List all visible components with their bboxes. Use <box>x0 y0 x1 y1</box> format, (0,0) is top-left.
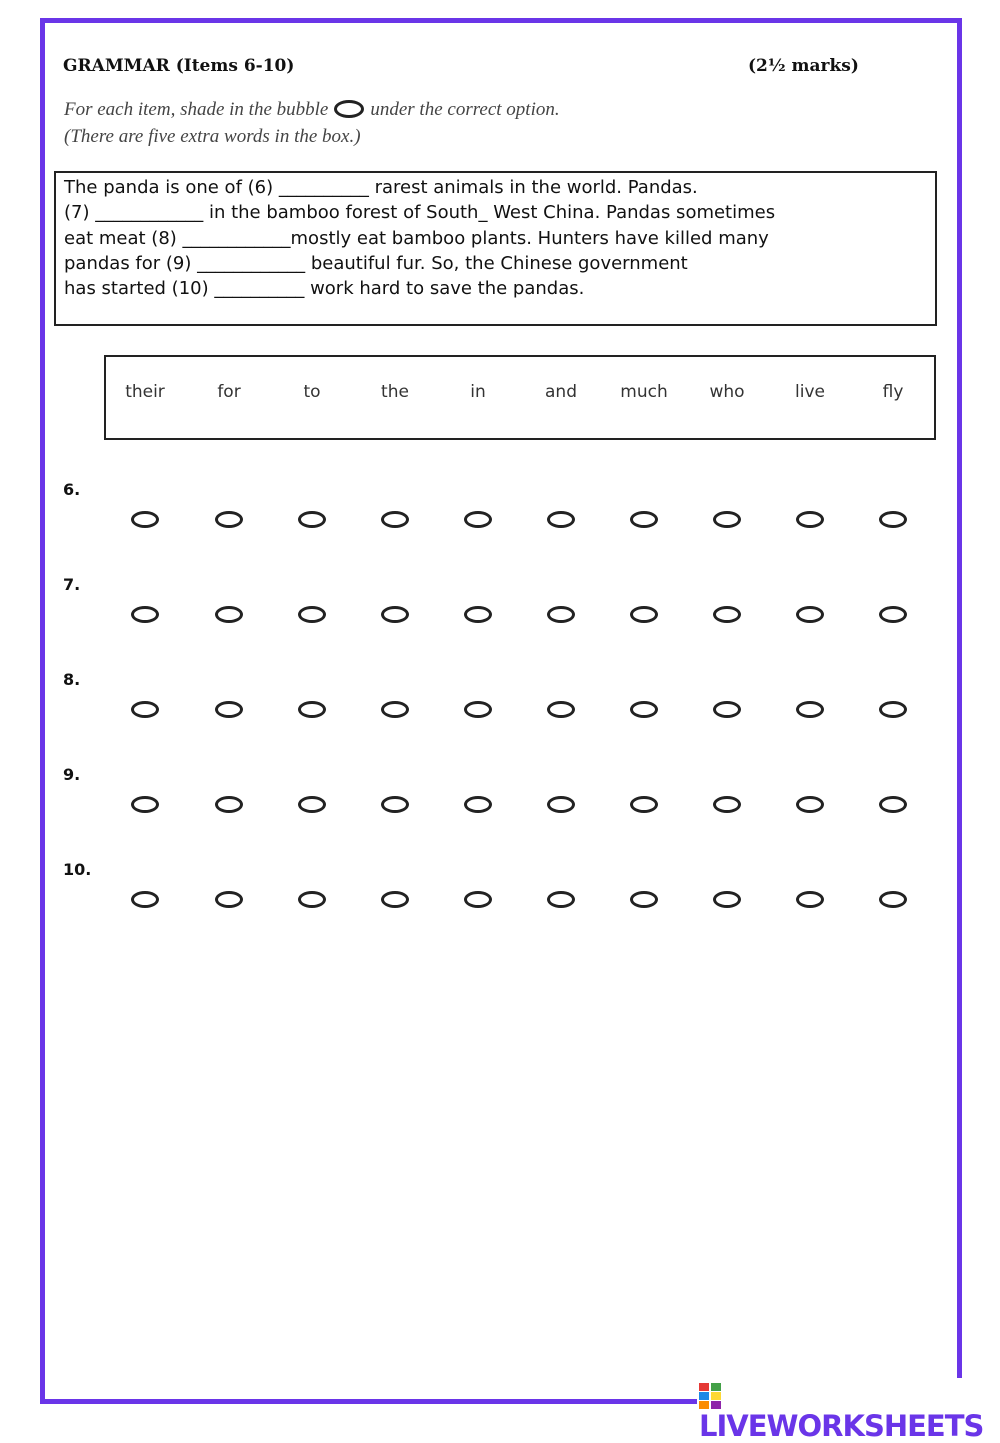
word-option-their: their <box>125 382 165 402</box>
word-option-for: for <box>217 382 241 402</box>
answer-bubble-in[interactable] <box>464 511 492 528</box>
answer-bubble-and[interactable] <box>547 796 575 813</box>
answer-bubble-much[interactable] <box>630 796 658 813</box>
answer-bubble-live[interactable] <box>796 511 824 528</box>
answer-bubble-the[interactable] <box>381 701 409 718</box>
answer-bubble-who[interactable] <box>713 891 741 908</box>
answer-bubble-the[interactable] <box>381 796 409 813</box>
item-number: 7. <box>63 575 81 594</box>
passage-line: pandas for (9) ____________ beautiful fur. So, the Chinese government <box>64 252 688 274</box>
word-option-who: who <box>709 382 745 402</box>
word-option-and: and <box>545 382 577 402</box>
answer-bubble-in[interactable] <box>464 891 492 908</box>
instruction-line-1 <box>64 99 560 122</box>
item-number: 6. <box>63 480 81 499</box>
answer-bubble-much[interactable] <box>630 511 658 528</box>
answer-bubble-the[interactable] <box>381 891 409 908</box>
word-option-the: the <box>381 382 409 402</box>
answer-bubble-their[interactable] <box>131 606 159 623</box>
word-option-to: to <box>303 382 321 402</box>
answer-bubble-their[interactable] <box>131 796 159 813</box>
answer-bubble-much[interactable] <box>630 891 658 908</box>
answer-bubble-fly[interactable] <box>879 891 907 908</box>
answer-bubble-fly[interactable] <box>879 796 907 813</box>
answer-bubble-to[interactable] <box>298 511 326 528</box>
answer-bubble-their[interactable] <box>131 511 159 528</box>
passage-line: eat meat (8) ____________mostly eat bamboo plants. Hunters have killed many <box>64 227 769 249</box>
passage-line: has started (10) __________ work hard to save the pandas. <box>64 278 585 300</box>
answer-bubble-live[interactable] <box>796 891 824 908</box>
passage-line: The panda is one of (6) __________ rarest animals in the world. Pandas. <box>64 177 698 198</box>
passage-box <box>54 171 937 326</box>
instruction-line-2: (There are five extra words in the box.) <box>64 126 361 147</box>
answer-bubble-and[interactable] <box>547 511 575 528</box>
answer-bubble-for[interactable] <box>215 891 243 908</box>
answer-bubble-much[interactable] <box>630 606 658 623</box>
answer-bubble-in[interactable] <box>464 606 492 623</box>
answer-bubble-to[interactable] <box>298 891 326 908</box>
instruction-text-before: For each item, shade in the bubble <box>64 99 329 120</box>
answer-bubble-who[interactable] <box>713 701 741 718</box>
answer-bubble-for[interactable] <box>215 796 243 813</box>
answer-bubble-to[interactable] <box>298 606 326 623</box>
bubble-example-icon <box>334 100 364 118</box>
item-number: 10. <box>63 860 92 879</box>
answer-bubble-for[interactable] <box>215 701 243 718</box>
passage-line: (7) ____________ in the bamboo forest of South_ West China. Pandas sometimes <box>64 202 776 224</box>
answer-bubble-who[interactable] <box>713 511 741 528</box>
section-title: GRAMMAR (Items 6-10) <box>63 56 295 76</box>
answer-bubble-their[interactable] <box>131 891 159 908</box>
item-number: 9. <box>63 765 81 784</box>
answer-bubble-the[interactable] <box>381 511 409 528</box>
logo-text: LIVEWORKSHEETS <box>699 1409 984 1443</box>
answer-bubble-who[interactable] <box>713 606 741 623</box>
marks-label: (2½ marks) <box>748 56 859 76</box>
answer-bubble-and[interactable] <box>547 606 575 623</box>
answer-bubble-fly[interactable] <box>879 511 907 528</box>
word-option-fly: fly <box>882 382 904 402</box>
answer-bubble-and[interactable] <box>547 891 575 908</box>
instruction-text-after: under the correct option. <box>370 99 560 120</box>
answer-bubble-who[interactable] <box>713 796 741 813</box>
answer-bubble-live[interactable] <box>796 796 824 813</box>
answer-bubble-in[interactable] <box>464 796 492 813</box>
answer-bubble-to[interactable] <box>298 796 326 813</box>
word-option-live: live <box>795 382 825 402</box>
liveworksheets-logo <box>697 1378 1000 1442</box>
answer-bubble-for[interactable] <box>215 511 243 528</box>
answer-bubble-the[interactable] <box>381 606 409 623</box>
liveworksheets-logo-icon <box>699 1383 723 1409</box>
answer-bubble-live[interactable] <box>796 606 824 623</box>
answer-bubble-to[interactable] <box>298 701 326 718</box>
answer-bubble-fly[interactable] <box>879 606 907 623</box>
answer-bubble-fly[interactable] <box>879 701 907 718</box>
answer-bubble-their[interactable] <box>131 701 159 718</box>
answer-bubble-live[interactable] <box>796 701 824 718</box>
answer-bubble-much[interactable] <box>630 701 658 718</box>
answer-bubble-in[interactable] <box>464 701 492 718</box>
answer-bubble-and[interactable] <box>547 701 575 718</box>
word-option-much: much <box>620 382 668 402</box>
answer-bubble-for[interactable] <box>215 606 243 623</box>
word-option-in: in <box>470 382 486 402</box>
item-number: 8. <box>63 670 81 689</box>
